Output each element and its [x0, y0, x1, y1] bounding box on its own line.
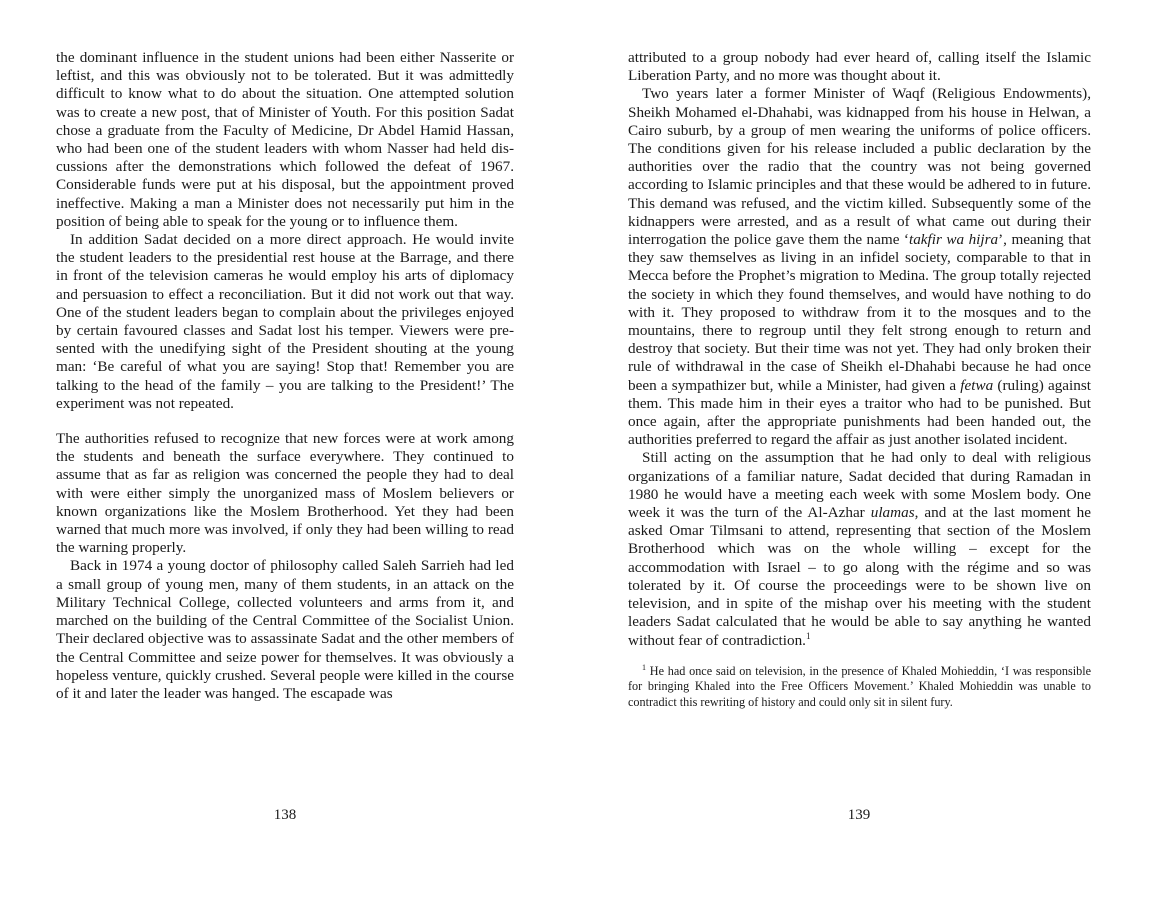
page-number: 138 [273, 807, 297, 823]
paragraph [628, 85, 1091, 449]
paragraph: the dominant influence in the student unions had been either Nasserite or leftist, and this was obviously not to be tolerated. But it was admittedly difficult to know what to do about the situation. One attempted solution was to create a new post, that of Minister of Youth. For this position Sadat chose a graduate from the Faculty of Medicine, Dr Abdel Hamid Hassan, who had been one of the student leaders with whom Nasser had held discussions after the demonstrations which followed the defeat of 1967. Considerable funds were put at his disposal, but the appointment proved ineffective. Making a man a Minister does not necessarily put him in the position of being able to speak for the young or to influence them. [56, 49, 514, 230]
paragraph-text: Two years later a former Minister of Waqf (Religious Endowments), Sheikh Mohamed el-Dhahabi, was kidnapped from his house in Helwan, a Cairo suburb, by a group of men wearing the uniforms of police officers. The conditions given for his release included a public declaration by the authorities over the radio that the country was not being governed according to Islamic principles and that these would be adhered to in future. This demand was refused, and the victim killed. Subsequently some of the kidnappers were arrested, and as a result of what came out during their interrogation the police gave them the name ‘takfir wa hijra’, meaning that they saw themselves as living in an infidel society, comparable to that in Mecca before the Prophet’s migration to Medina. The group totally rejected the society in which they found themselves, and would have nothing to do with it. They proposed to withdraw from it to the mosques and to the mountains, there to regroup until they felt strong enough to return and destroy that society. But their time was not yet. They had only broken their rule of withdrawal in the case of Sheikh el-Dhahabi because he had once been a sympathizer but, while a Minister, had given a fetwa (ruling) against them. This made him in their eyes a traitor who had to be punished. But once again, after the appropriate punishments had been handed out, the authorities preferred to regard the affair as just another isolated incident. [628, 85, 1091, 449]
italic-term: fetwa [960, 376, 994, 394]
footnote [628, 664, 1091, 710]
left-text-column [56, 49, 514, 703]
footnote-text-block [628, 664, 1091, 710]
footnote-marker: 1 [642, 662, 646, 672]
right-text-column [628, 49, 1091, 710]
paragraph: attributed to a group nobody had ever heard of, calling itself the Islamic Liberation Party, and no more was thought about it. [628, 49, 1091, 85]
italic-term: takfir wa hijra [908, 231, 999, 249]
page-number: 139 [847, 807, 871, 823]
paragraph-text: Still acting on the assumption that he had only to deal with religious organizations of a familiar nature, Sadat decided that during Ramadan in 1980 he would have a meeting each week with some Moslem body. One week it was the turn of the Al-Azhar ulamas, and at the last moment he asked Omar Tilmsani to attend, representing that section of the Moslem Brotherhood which was on the whole willing – except for the accommodation with Israel – to go along with the régime and so was tolerated by it. Of course the proceedings were to be shown live on television, and in spite of the mishap over his meeting with the student leaders Sadat calculated that he would be able to say anything he wanted without fear of contradiction. [628, 449, 1091, 649]
footnote-reference: 1 [805, 630, 811, 641]
paragraph [628, 449, 1091, 649]
footnote-text: He had once said on television, in the presence of Khaled Mohieddin, ‘I was responsible for bringing Khaled into the Free Officers Movement.’ Khaled Mohieddin was unable to contradict this rewriting of history and could only sit in silent fury. [628, 663, 1091, 709]
paragraph: Back in 1974 a young doctor of philosophy called Saleh Sarrieh had led a small group of young men, many of them students, in an attack on the Military Technical College, collected volunteers and arms from it, and marched on the building of the Central Committee of the Socialist Union. Their declared objective was to assassinate Sadat and the other members of the Central Committee and seize power for themselves. It was obviously a hopeless venture, quickly crushed. Several people were killed in the course of it and later the leader was hanged. The escapade was [56, 557, 514, 702]
right-page [575, 0, 1150, 908]
paragraph: The authorities refused to recognize that new forces were at work among the students and beneath the surface everywhere. They continued to assume that as far as religion was concerned the people they had to deal with were either simply the unorganized mass of Moslem believers or known organizations like the Moslem Brotherhood. Yet they had been warned that much more was involved, if only they had been willing to read the warning properly. [56, 430, 514, 557]
italic-term: ulamas [870, 504, 915, 522]
paragraph: In addition Sadat decided on a more direct approach. He would invite the student leaders to the presidential rest house at the Barrage, and there in front of the television cameras he would employ his arts of diplomacy and persuasion to effect a reconciliation. But it did not work out that way. One of the student leaders began to complain about the privileges enjoyed by certain favoured classes and Sadat lost his temper. Viewers were presented with the unedifying sight of the President shouting at the young man: ‘Be careful of what you are saying! Stop that! Remember you are talking to the head of the family – you are talking to the President!’ The experiment was not repeated. [56, 231, 514, 412]
